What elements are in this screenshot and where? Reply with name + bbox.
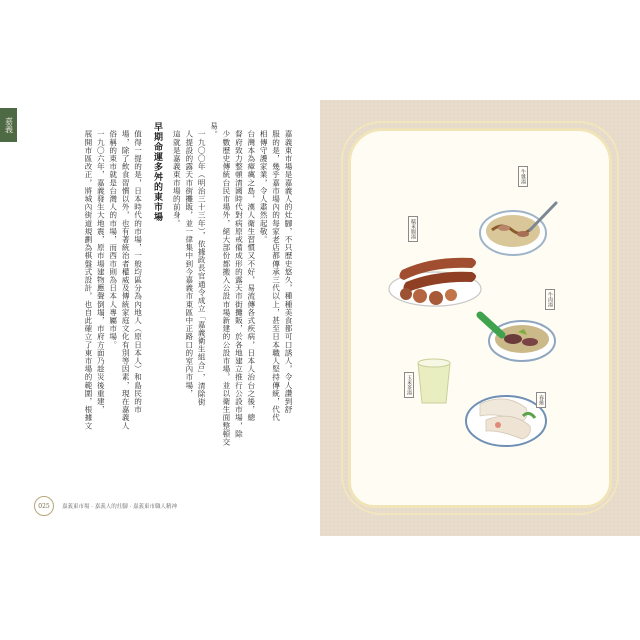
paragraph: 場，除了飲食習慣以外，也有著統治者權威及傳統家庭文化有別等因素，現在嘉義人 <box>121 129 131 430</box>
paragraph: 展開市區改正，將城內街道規劃為棋盤式設計，也自此確立了東市場的範圍，根據文 <box>83 129 93 430</box>
paragraph: 相傳守護家業，令人肅然起敬。 <box>259 129 269 243</box>
label-sausage-soup: 糯米腸湯 <box>408 216 418 242</box>
paragraph: 一九〇〇年（明治三十三年），依據政長官通令成立「嘉義衛生組合」，清除街 <box>197 129 207 406</box>
paragraph: 這就是嘉義東市場的前身。 <box>172 129 182 227</box>
sausage-plate-illustration <box>389 258 481 306</box>
running-footer: 嘉義東市場 · 嘉義人的灶腳 · 嘉義東市職人精神 <box>62 504 177 510</box>
paragraph: 督府致力整頓清國時代對病原戒備成形的露天市街攤販，於各地建立推行公設市場，除 <box>234 129 244 438</box>
paragraph: 俗稱的東市就是台灣人的市場，而西市則為日本人專屬市場。 <box>108 129 118 349</box>
beef-offal-soup-illustration <box>480 203 556 255</box>
section-heading: 早期命運多舛的東市場 <box>151 122 162 222</box>
label-beef-soup: 牛肉湯 <box>545 289 555 310</box>
paragraph: 人提設的露天市街攤販，並一律集中到今嘉義市東區中正路口的室內市場， <box>184 129 194 397</box>
food-illustrations <box>320 100 640 536</box>
label-corn-tea: 玉米茶湯 <box>404 372 414 398</box>
label-beef-offal-soup: 牛雜湯 <box>518 166 528 187</box>
chapter-tab: 嘉義 <box>0 108 17 142</box>
paragraph: 少數歷史傳統台民市場外，絕大部份都搬入公設市場新建的公設市場，並以衛生面整頓交易。 <box>209 122 231 446</box>
paragraph: 值得一提的是，日本時代的市場，一般均區分為內地人（原日本人）和島民的市 <box>133 129 143 414</box>
paragraph: 台灣本為瘴癘之島，漢人衛生習慣又不好，易流傳各式疾病，日本人治台之後，總 <box>246 129 256 422</box>
spring-roll-illustration <box>466 396 546 446</box>
page-number: 025 <box>34 496 54 516</box>
beef-soup-illustration <box>480 315 555 361</box>
paragraph: 嘉義東市場是嘉義人的灶腳，不只歷史悠久，種種美食都可口誘人，令人讚到舒 <box>284 129 293 414</box>
body-text <box>82 122 295 452</box>
paragraph: 服的是，幾乎嘉市場內的每家老店都傳承三代以上，甚至日本職人堅持傳統，代代 <box>271 129 281 422</box>
label-spring-roll: 春捲 <box>536 392 546 408</box>
corn-tea-drink-illustration <box>418 359 450 403</box>
left-page <box>0 100 318 540</box>
paragraph: 一九〇六年，嘉義發生大地震，原市場建物應聲倒塌，市府方面乃趁災後重建， <box>96 129 106 414</box>
